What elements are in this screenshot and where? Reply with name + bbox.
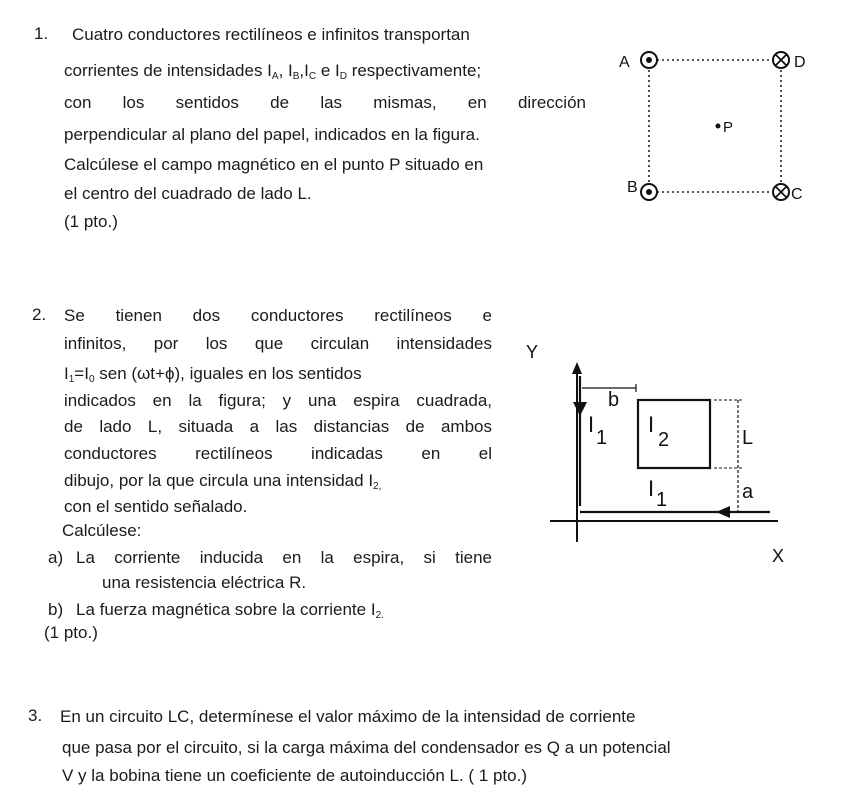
label-p: P (723, 119, 734, 136)
svg-text:I: I (648, 412, 655, 437)
problem-1-line-3: con los sentidos de las mismas, en dirección (64, 93, 586, 112)
problem-2-line-4: indicados en la figura; y una espira cuadrada, (64, 391, 492, 410)
current-in-icon (773, 52, 789, 68)
svg-text:1: 1 (656, 489, 668, 511)
problem-3-line-3: V y la bobina tiene un coeficiente de autoinducción L. ( 1 pto.) (62, 766, 527, 785)
problem-1-line-2: corrientes de intensidades $I_A$, $I_B,I_C$ e $I_D$ respectivamente; (64, 61, 482, 82)
problem-1-line-6: el centro del cuadrado de lado L. (64, 184, 312, 203)
problem-3-number: 3. (28, 706, 43, 725)
label-b: b (608, 389, 620, 411)
problem-2-line-9: Calcúlese: (62, 521, 142, 540)
problem-2-line-7: dibujo, por la que circula una intensidad $I_{2,}$ (64, 471, 382, 492)
problem-1-line-1: Cuatro conductores rectilíneos e infinitos transportan (72, 25, 470, 44)
problem-1-line-5: Calcúlese el campo magnético en el punto P situado en (64, 155, 484, 174)
label-a: a (742, 481, 754, 503)
problem-2-line-3: $I_1=I_0$ sen (ωt+ϕ), iguales en los sentidos (64, 364, 362, 385)
svg-text:I: I (648, 476, 655, 501)
problem-2-figure (520, 336, 800, 566)
svg-text:I: I (588, 412, 595, 437)
axis-label-x: X (772, 546, 785, 566)
axis-label-y: Y (526, 342, 539, 362)
problem-1-points: (1 pto.) (64, 212, 118, 231)
problem-3-line-2: que pasa por el circuito, si la carga máxima del condensador es Q a un potencial (62, 738, 671, 757)
y-axis-arrow-icon (572, 362, 582, 374)
current-in-icon (773, 184, 789, 200)
left-arrow-icon (716, 506, 730, 518)
label-i2 (648, 412, 669, 451)
label-i1-horizontal (648, 476, 667, 511)
problem-1-figure (605, 40, 825, 215)
problem-2-line-1: Se tienen dos conductores rectilíneos e (64, 306, 492, 325)
problem-2-line-6: conductores rectilíneos indicadas en el (64, 444, 492, 463)
problem-1-number: 1. (34, 24, 49, 43)
problem-2-points: (1 pto.) (44, 623, 98, 642)
point-p-dot (716, 124, 721, 129)
problem-3-line-1: En un circuito LC, determínese el valor máximo de la intensidad de corriente (60, 707, 636, 726)
item-a-line-2: una resistencia eléctrica R. (102, 573, 307, 592)
svg-text:2: 2 (658, 429, 670, 451)
item-b-label: b) (48, 600, 64, 619)
problem-2-line-2: infinitos, por los que circulan intensidades (64, 334, 492, 353)
down-arrow-icon (573, 402, 587, 416)
label-l: L (742, 427, 754, 449)
svg-text:1: 1 (596, 427, 608, 449)
label-i1-vertical (588, 412, 607, 449)
current-out-icon (641, 52, 657, 68)
label-b: B (627, 179, 638, 196)
current-out-icon (641, 184, 657, 200)
label-a: A (619, 54, 630, 71)
item-a-line-1: La corriente inducida en la espira, si tiene (76, 548, 492, 567)
label-d: D (794, 54, 806, 71)
problem-2-line-8: con el sentido señalado. (64, 497, 248, 516)
problem-2-number: 2. (32, 305, 47, 324)
problem-2-line-5: de lado L, situada a las distancias de ambos (64, 417, 492, 436)
label-c: C (791, 186, 803, 203)
problem-1-line-4: perpendicular al plano del papel, indicados en la figura. (64, 125, 480, 144)
item-b-line-1: La fuerza magnética sobre la corriente $I_{2.}$ (76, 600, 384, 621)
item-a-label: a) (48, 548, 64, 567)
